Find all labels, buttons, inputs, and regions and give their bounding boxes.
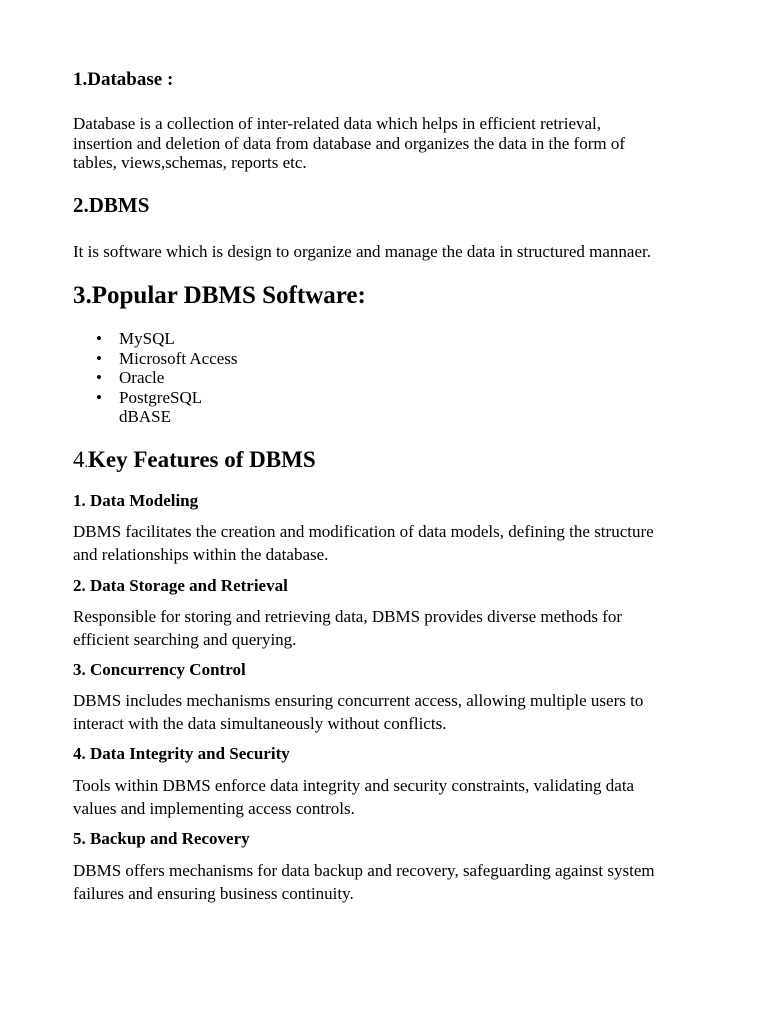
- feature-title: 5. Backup and Recovery: [73, 829, 250, 848]
- list-item: [73, 349, 238, 369]
- feature-description: [73, 690, 643, 735]
- feature-description: [73, 521, 654, 566]
- list-item-label: Oracle: [119, 368, 165, 387]
- list-item-label: MySQL: [119, 329, 175, 348]
- bullet-icon: •: [96, 329, 102, 348]
- database-paragraph-line: Database is a collection of inter-related data which helps in efficient retrieval,: [73, 114, 602, 133]
- feature-description-line: efficient searching and querying.: [73, 629, 297, 649]
- key-features-dot: .: [84, 456, 88, 471]
- feature-description: [73, 775, 634, 820]
- list-item: [73, 368, 238, 388]
- list-item: [73, 329, 238, 349]
- popular-dbms-heading: 3.Popular DBMS Software:: [73, 282, 366, 309]
- bullet-icon: •: [96, 387, 102, 407]
- key-features-heading: [73, 447, 316, 477]
- feature-description: [73, 860, 655, 905]
- feature-description-line: values and implementing access controls.: [73, 798, 355, 818]
- feature-description-line: failures and ensuring business continuity.: [73, 883, 354, 903]
- database-paragraph-line: insertion and deletion of data from database and organizes the data in the form of: [73, 133, 625, 153]
- feature-title: 2. Data Storage and Retrieval: [73, 576, 288, 595]
- dbms-paragraph: It is software which is design to organize and manage the data in structured mannaer.: [73, 242, 651, 261]
- dbms-heading: 2.DBMS: [73, 193, 150, 217]
- list-item-label: Microsoft Access: [119, 348, 238, 368]
- feature-description-line: DBMS facilitates the creation and modification of data models, defining the structure: [73, 522, 654, 541]
- feature-description-line: Responsible for storing and retrieving data, DBMS provides diverse methods for: [73, 607, 623, 626]
- feature-title: 3. Concurrency Control: [73, 660, 246, 679]
- database-paragraph-line: tables, views,schemas, reports etc.: [73, 153, 307, 172]
- feature-description-line: interact with the data simultaneously without conflicts.: [73, 713, 447, 733]
- feature-description-line: Tools within DBMS enforce data integrity and security constraints, validating data: [73, 776, 635, 795]
- database-paragraph: [73, 114, 625, 173]
- key-features-number: 4: [73, 447, 85, 472]
- database-heading: 1.Database :: [73, 69, 174, 90]
- feature-description: [73, 606, 622, 651]
- popular-dbms-list: [73, 329, 238, 407]
- bullet-icon: •: [96, 348, 102, 368]
- feature-description-line: DBMS offers mechanisms for data backup and recovery, safeguarding against system: [73, 861, 655, 880]
- list-item: [73, 388, 238, 408]
- list-item-label: PostgreSQL: [119, 387, 203, 407]
- feature-title: 4. Data Integrity and Security: [73, 744, 290, 763]
- feature-description-line: and relationships within the database.: [73, 544, 329, 564]
- list-trailer-item: dBASE: [119, 407, 171, 426]
- bullet-icon: •: [96, 368, 102, 387]
- feature-description-line: DBMS includes mechanisms ensuring concurrent access, allowing multiple users to: [73, 691, 644, 710]
- key-features-title: Key Features of DBMS: [88, 447, 316, 472]
- feature-title: 1. Data Modeling: [73, 491, 199, 510]
